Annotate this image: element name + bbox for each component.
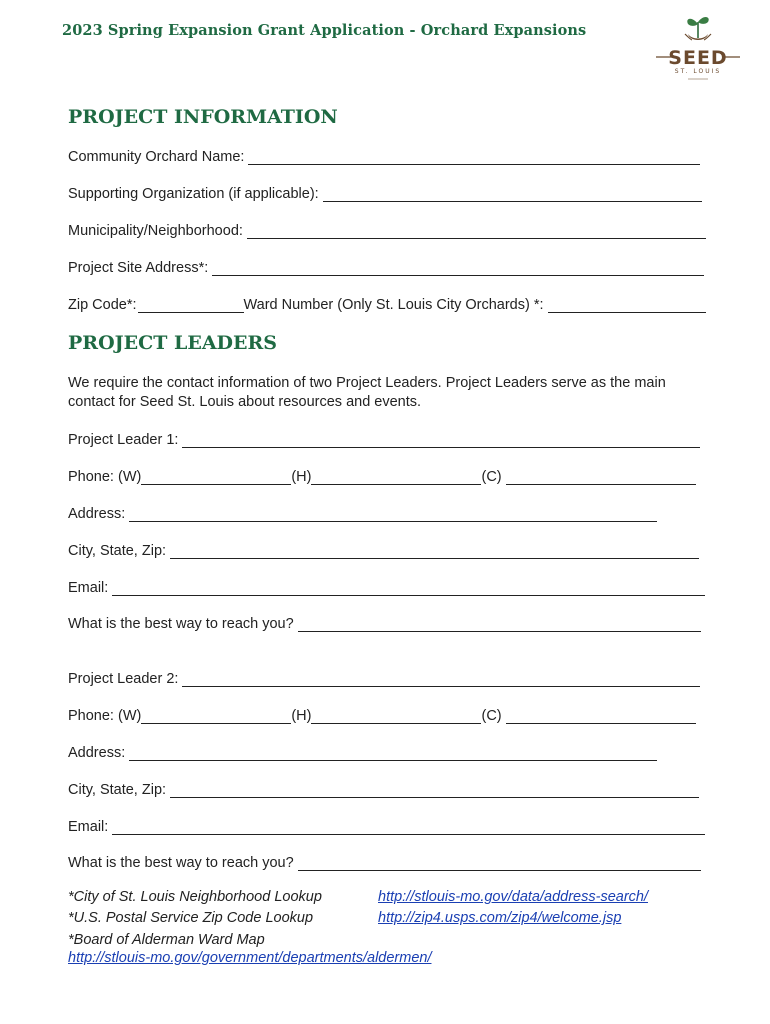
- municipality-label: Municipality/Neighborhood:: [68, 223, 243, 239]
- leader1-phone-w-line[interactable]: [141, 470, 291, 485]
- project-leaders-intro: We require the contact information of two Project Leaders. Project Leaders serve as the main contact for Seed St. Louis about resources and events.: [68, 375, 666, 410]
- email-label: Email:: [68, 819, 109, 835]
- leader2-address-line[interactable]: [129, 746, 657, 761]
- zip-label: Zip Code*:: [68, 297, 137, 313]
- ward-input-line[interactable]: [548, 298, 706, 313]
- leader1-phone-field: [68, 465, 696, 485]
- leader1-address-line[interactable]: [129, 507, 657, 522]
- seed-st-louis-logo: [652, 12, 744, 82]
- footnote-ward-map: *Board of Alderman Ward Map: [68, 932, 265, 948]
- leader2-label: Project Leader 2:: [68, 671, 179, 687]
- municipality-input-line[interactable]: [247, 224, 706, 239]
- leader2-phone-field: [68, 704, 696, 724]
- phone-h-label: (H): [291, 708, 312, 724]
- leader2-phone-c-line[interactable]: [506, 709, 696, 724]
- ward-label: Ward Number (Only St. Louis City Orchards) *:: [243, 297, 544, 313]
- phone-c-label: (C): [481, 708, 502, 724]
- orchard-name-label: Community Orchard Name:: [68, 149, 245, 165]
- city-state-zip-label: City, State, Zip:: [68, 543, 167, 559]
- site-address-label: Project Site Address*:: [68, 260, 209, 276]
- supporting-org-label: Supporting Organization (if applicable):: [68, 186, 319, 202]
- ward-map-link[interactable]: http://stlouis-mo.gov/government/departments/aldermen/: [68, 950, 432, 966]
- leader1-input-line[interactable]: [182, 433, 700, 448]
- leader1-email-line[interactable]: [112, 581, 705, 596]
- phone-w-label: Phone: (W): [68, 708, 142, 724]
- leader1-phone-c-line[interactable]: [506, 470, 696, 485]
- leader2-phone-w-line[interactable]: [141, 709, 291, 724]
- footnote-neighborhood-lookup: *City of St. Louis Neighborhood Lookup: [68, 889, 322, 905]
- email-label: Email:: [68, 580, 109, 596]
- footnote-zip-lookup: *U.S. Postal Service Zip Code Lookup: [68, 910, 314, 926]
- city-state-zip-label: City, State, Zip:: [68, 782, 167, 798]
- site-address-field: [68, 256, 704, 276]
- zip-lookup-link[interactable]: http://zip4.usps.com/zip4/welcome.jsp: [378, 910, 622, 926]
- phone-h-label: (H): [291, 469, 312, 485]
- leader2-address-field: [68, 741, 657, 761]
- zip-input-line[interactable]: [138, 298, 244, 313]
- section-title-project-leaders: PROJECT LEADERS: [68, 332, 278, 354]
- best-way-label: What is the best way to reach you?: [68, 616, 294, 632]
- zip-ward-field: [68, 293, 706, 313]
- leader2-input-line[interactable]: [182, 672, 700, 687]
- address-label: Address:: [68, 506, 126, 522]
- site-address-input-line[interactable]: [212, 261, 704, 276]
- section-title-project-information: PROJECT INFORMATION: [68, 106, 338, 128]
- leader2-name-field: [68, 667, 700, 687]
- logo-subtext: ST. LOUIS: [674, 68, 722, 75]
- leader1-email-field: [68, 576, 705, 596]
- address-label: Address:: [68, 745, 126, 761]
- leader1-address-field: [68, 502, 657, 522]
- supporting-org-field: [68, 182, 702, 202]
- phone-c-label: (C): [481, 469, 502, 485]
- leader1-city-line[interactable]: [170, 544, 699, 559]
- supporting-org-input-line[interactable]: [323, 187, 702, 202]
- leader2-best-way-line[interactable]: [298, 856, 701, 871]
- leader1-name-field: [68, 428, 700, 448]
- best-way-label: What is the best way to reach you?: [68, 855, 294, 871]
- leader2-city-field: [68, 778, 699, 798]
- leader2-email-field: [68, 815, 705, 835]
- leader1-city-field: [68, 539, 699, 559]
- leader1-phone-h-line[interactable]: [311, 470, 481, 485]
- leader1-label: Project Leader 1:: [68, 432, 179, 448]
- leader2-city-line[interactable]: [170, 783, 699, 798]
- leader2-email-line[interactable]: [112, 820, 705, 835]
- leader2-best-way-field: [68, 851, 701, 871]
- phone-w-label: Phone: (W): [68, 469, 142, 485]
- leader1-best-way-line[interactable]: [298, 617, 701, 632]
- orchard-name-field: [68, 145, 700, 165]
- logo-wordmark: SEED: [668, 47, 728, 69]
- leader1-best-way-field: [68, 612, 701, 632]
- orchard-name-input-line[interactable]: [248, 150, 700, 165]
- municipality-field: [68, 219, 706, 239]
- document-header-title: 2023 Spring Expansion Grant Application - Orchard Expansions: [62, 22, 587, 39]
- neighborhood-lookup-link[interactable]: http://stlouis-mo.gov/data/address-search/: [378, 889, 648, 905]
- leader2-phone-h-line[interactable]: [311, 709, 481, 724]
